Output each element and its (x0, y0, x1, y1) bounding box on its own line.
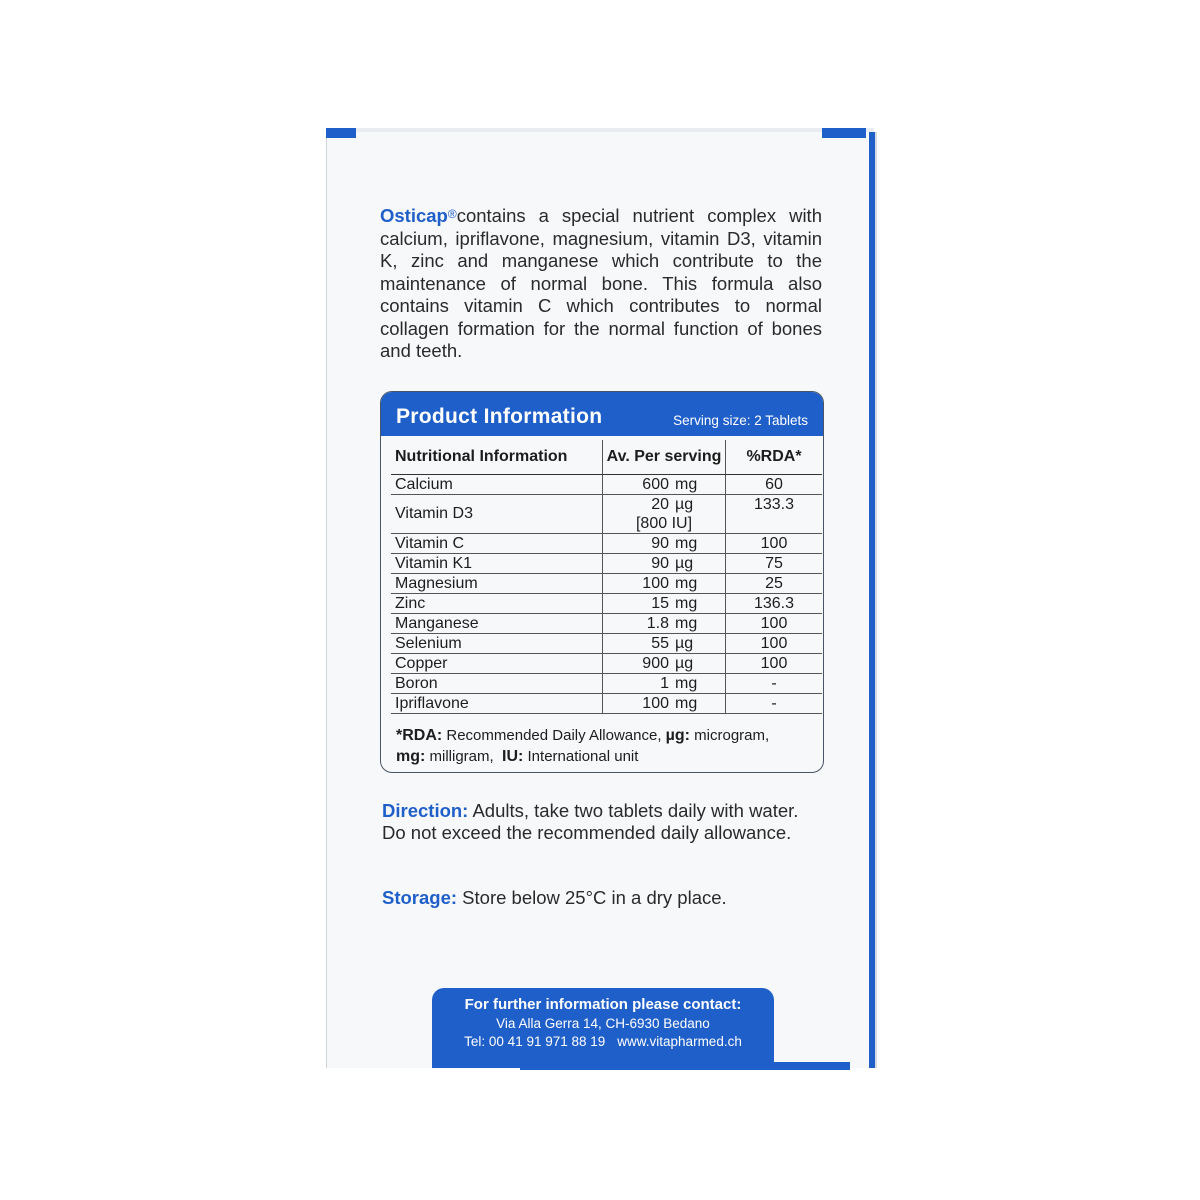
table-row (391, 613, 822, 633)
nutrient-name: Magnesium (391, 573, 603, 593)
amount-unit: µg (675, 634, 694, 652)
ug-label: µg: (665, 727, 690, 744)
table-row (391, 633, 822, 653)
amount-unit: mg (675, 674, 698, 692)
header-per-serving: Av. Per serving (603, 440, 726, 474)
panel-header (381, 392, 823, 436)
box-flap-right (822, 128, 866, 138)
amount-extra: [800 IU] (635, 514, 693, 532)
ug-text: microgram, (690, 727, 770, 744)
nutrient-name: Vitamin C (391, 533, 603, 553)
nutrient-name: Boron (391, 673, 603, 693)
amount-unit: µg (675, 495, 694, 513)
amount-value: 100 (642, 694, 669, 712)
storage-section (382, 887, 802, 909)
nutrient-name: Copper (391, 653, 603, 673)
contact-block (432, 988, 774, 1068)
amount-unit: mg (675, 574, 698, 592)
amount-value: 15 (651, 594, 669, 612)
rda-value: 100 (726, 653, 823, 673)
amount-value: 900 (642, 654, 669, 672)
rda-label: *RDA: (396, 727, 443, 744)
mg-text: milligram, (425, 748, 494, 765)
direction-label: Direction: (382, 800, 469, 821)
direction-text: Adults, take two tablets daily with water. Do not exceed the recommended daily allowance. (382, 800, 799, 843)
nutrient-name: Vitamin K1 (391, 553, 603, 573)
table-row (391, 533, 822, 553)
intro-paragraph (380, 205, 822, 363)
table-row (391, 573, 822, 593)
contact-phone: Tel: 00 41 91 971 88 19 (464, 1034, 606, 1049)
nutrient-amount (603, 693, 726, 713)
amount-value: 20 (651, 495, 669, 513)
nutrient-amount (603, 613, 726, 633)
nutrient-name: Manganese (391, 613, 603, 633)
amount-value: 90 (651, 554, 669, 572)
nutrient-name: Ipriflavone (391, 693, 603, 713)
nutrient-amount (603, 573, 726, 593)
storage-text: Store below 25°C in a dry place. (457, 887, 727, 908)
table-row (391, 553, 822, 573)
serving-size: Serving size: 2 Tablets (673, 413, 808, 428)
contact-title: For further information please contact: (464, 996, 742, 1013)
rda-value: - (726, 673, 823, 693)
nutrition-table (391, 440, 822, 714)
contact-website: www.vitapharmed.ch (617, 1034, 742, 1049)
amount-value: 1.8 (646, 614, 669, 632)
table-row (391, 653, 822, 673)
rda-value: 75 (726, 553, 823, 573)
nutrient-amount (603, 553, 726, 573)
brand-name: Osticap (380, 205, 448, 226)
amount-value: 1 (660, 674, 669, 692)
direction-section (382, 800, 802, 844)
header-rda: %RDA* (726, 440, 823, 474)
table-row (391, 693, 822, 713)
nutrient-amount (603, 673, 726, 693)
amount-value: 90 (651, 534, 669, 552)
registered-mark: ® (447, 207, 457, 221)
nutrient-amount (603, 653, 726, 673)
amount-unit: mg (675, 594, 698, 612)
rda-value: 100 (726, 533, 823, 553)
intro-text: contains a special nutrient complex with calcium, ipriflavone, magnesium, vitamin D3, vitamin K, zinc and manganese which contribute to the maintenance of normal bone. This formula also contains vitamin C which contributes to normal collagen formation for the normal function of bones and teeth. (380, 205, 822, 361)
nutrient-amount (603, 633, 726, 653)
rda-value: 25 (726, 573, 823, 593)
rda-value: 133.3 (726, 494, 823, 533)
amount-value: 55 (651, 634, 669, 652)
panel-title: Product Information (396, 405, 603, 428)
header-nutritional-information: Nutritional Information (391, 440, 603, 474)
amount-unit: mg (675, 534, 698, 552)
rda-value: 136.3 (726, 593, 823, 613)
rda-value: 100 (726, 613, 823, 633)
amount-unit: mg (675, 614, 698, 632)
nutrient-amount (603, 533, 726, 553)
amount-unit: mg (675, 694, 698, 712)
rda-value: 60 (726, 474, 823, 494)
mg-label: mg: (396, 748, 426, 765)
amount-unit: mg (675, 475, 698, 493)
amount-value: 600 (642, 475, 669, 493)
rda-footnote (396, 725, 816, 767)
iu-label: IU: (502, 748, 524, 765)
amount-unit: µg (675, 554, 694, 572)
nutrient-amount (603, 593, 726, 613)
amount-unit: µg (675, 654, 694, 672)
contact-address: Via Alla Gerra 14, CH-6930 Bedano (496, 1016, 710, 1031)
table-row (391, 474, 822, 494)
product-information-panel (380, 391, 824, 773)
nutrient-name: Calcium (391, 474, 603, 494)
rda-value: - (726, 693, 823, 713)
box-flap-left (326, 128, 356, 138)
table-row (391, 593, 822, 613)
rda-value: 100 (726, 633, 823, 653)
nutrient-name: Zinc (391, 593, 603, 613)
table-row (391, 673, 822, 693)
nutrient-amount (603, 494, 726, 533)
nutrient-name: Vitamin D3 (391, 494, 603, 533)
iu-text: International unit (523, 748, 639, 765)
rda-text: Recommended Daily Allowance, (442, 727, 666, 744)
table-row (391, 494, 822, 533)
storage-label: Storage: (382, 887, 458, 908)
nutrient-name: Selenium (391, 633, 603, 653)
nutrient-amount (603, 474, 726, 494)
amount-value: 100 (642, 574, 669, 592)
